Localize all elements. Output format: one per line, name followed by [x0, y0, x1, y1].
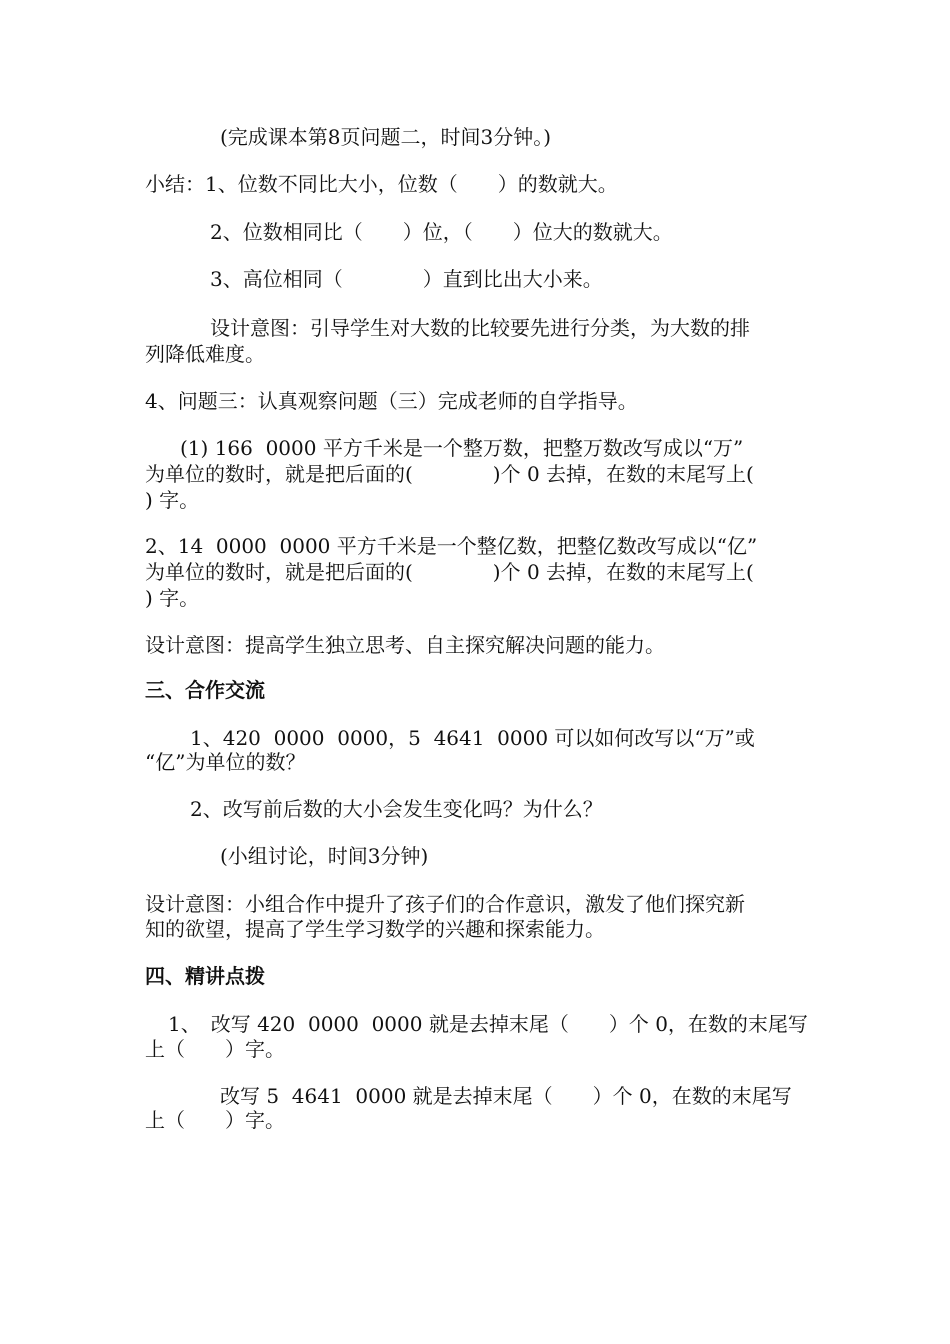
summary-line-1: 小结：1、位数不同比大小，位数（ ）的数就大。 — [145, 172, 618, 196]
lecture-item-2b: 上（ ）字。 — [145, 1108, 285, 1132]
item-2-line-c: ) 字。 — [145, 586, 200, 610]
summary-line-3: 3、高位相同（ ）直到比出大小来。 — [210, 267, 603, 291]
instruction-line: (完成课本第8页问题二，时间3分钟。) — [220, 125, 552, 149]
coop-item-1a: 1、420 0000 0000，5 4641 0000 可以如何改写以“万”或 — [190, 726, 755, 750]
lecture-item-2a: 改写 5 4641 0000 就是去掉末尾（ ）个 0，在数的末尾写 — [220, 1084, 792, 1108]
design-intent-1a: 设计意图：引导学生对大数的比较要先进行分类，为大数的排 — [210, 316, 750, 340]
lecture-item-1a: 1、 改写 420 0000 0000 就是去掉末尾（ ）个 0，在数的末尾写 — [168, 1012, 808, 1036]
item-1-line-b: 为单位的数时，就是把后面的( )个 0 去掉，在数的末尾写上( — [145, 462, 754, 486]
coop-item-2: 2、改写前后数的大小会发生变化吗？为什么？ — [190, 797, 603, 821]
design-intent-3a: 设计意图：小组合作中提升了孩子们的合作意识，激发了他们探究新 — [145, 892, 745, 916]
item-2-line-a: 2、14 0000 0000 平方千米是一个整亿数，把整亿数改写成以“亿” — [145, 534, 758, 558]
lecture-item-1b: 上（ ）字。 — [145, 1037, 285, 1061]
section-heading-cooperation: 三、合作交流 — [145, 678, 265, 702]
design-intent-1b: 列降低难度。 — [145, 342, 265, 366]
coop-item-1b: “亿”为单位的数？ — [145, 750, 306, 774]
question-three: 4、问题三：认真观察问题（三）完成老师的自学指导。 — [145, 389, 638, 413]
item-2-line-b: 为单位的数时，就是把后面的( )个 0 去掉，在数的末尾写上( — [145, 560, 754, 584]
summary-line-2: 2、位数相同比（ ）位，（ ）位大的数就大。 — [210, 220, 673, 244]
section-heading-lecture: 四、精讲点拨 — [145, 964, 265, 988]
coop-note: (小组讨论，时间3分钟) — [220, 844, 429, 868]
design-intent-2: 设计意图：提高学生独立思考、自主探究解决问题的能力。 — [145, 633, 665, 657]
item-1-line-c: ) 字。 — [145, 488, 200, 512]
design-intent-3b: 知的欲望，提高了学生学习数学的兴趣和探索能力。 — [145, 917, 605, 941]
item-1-line-a: (1) 166 0000 平方千米是一个整万数，把整万数改写成以“万” — [180, 436, 744, 460]
